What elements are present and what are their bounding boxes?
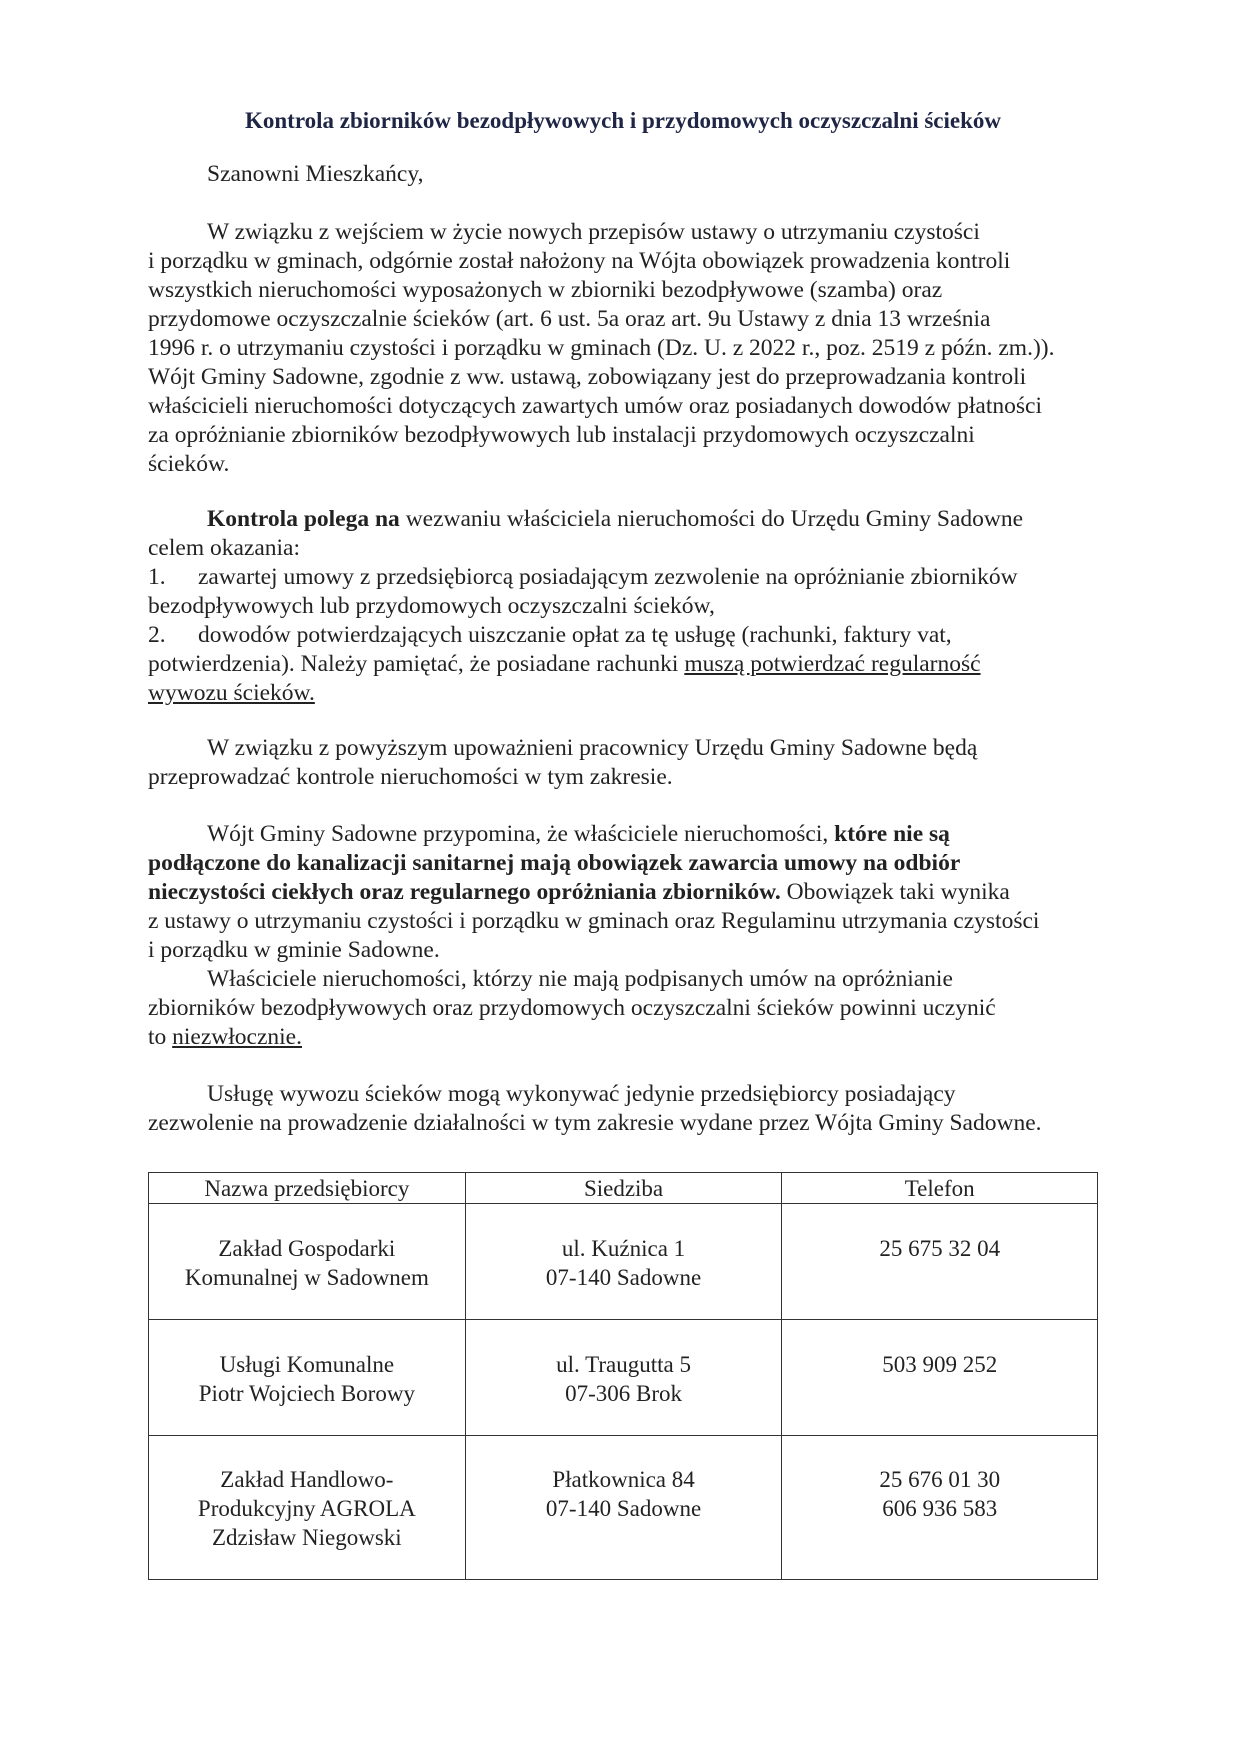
intro-line: przydomowe oczyszczalnie ścieków (art. 6 ust. 5a oraz art. 9u Ustawy z dnia 13 września — [148, 306, 991, 332]
intro-line: Wójt Gminy Sadowne, zgodnie z ww. ustawą, zobowiązany jest do przeprowadzania kontroli — [148, 364, 1027, 390]
intro-line: wszystkich nieruchomości wyposażonych w zbiorniki bezodpływowe (szamba) oraz — [148, 277, 943, 303]
paragraph-intro — [148, 218, 1098, 479]
services-line: zezwolenie na prowadzenie działalności w tym zakresie wydane przez Wójta Gminy Sadowne. — [148, 1110, 1042, 1136]
services-line: Usługę wywozu ścieków mogą wykonywać jedynie przedsiębiorcy posiadający — [207, 1081, 956, 1107]
paragraph-authorized — [148, 734, 1098, 792]
control-line: celem okazania: — [148, 535, 301, 561]
reminder-line: z ustawy o utrzymaniu czystości i porządku w gminach oraz Regulaminu utrzymania czystości — [148, 908, 1040, 934]
list-item-2-cont: potwierdzenia). Należy pamiętać, że posiadane rachunki muszą potwierdzać regularność — [148, 651, 981, 677]
authorized-line: przeprowadzać kontrole nieruchomości w tym zakresie. — [148, 764, 673, 790]
column-header-name: Nazwa przedsiębiorcy — [149, 1173, 466, 1204]
cell-name: Zakład Handlowo- Produkcyjny AGROLA Zdzisław Niegowski — [149, 1436, 466, 1580]
intro-line: W związku z wejściem w życie nowych przepisów ustawy o utrzymaniu czystości — [207, 219, 980, 245]
column-header-phone: Telefon — [782, 1173, 1098, 1204]
list-item-1-cont: bezodpływowych lub przydomowych oczyszczalni ścieków, — [148, 593, 715, 619]
cell-phone: 25 675 32 04 — [782, 1204, 1098, 1320]
reminder-line: i porządku w gminie Sadowne. — [148, 937, 440, 963]
intro-line: za opróżnianie zbiorników bezodpływowych lub instalacji przydomowych oczyszczalni — [148, 422, 975, 448]
cell-address: Płatkownica 84 07-140 Sadowne — [465, 1436, 782, 1580]
intro-line: 1996 r. o utrzymaniu czystości i porządku w gminach (Dz. U. z 2022 r., poz. 2519 z późn. zm.)). — [148, 335, 1055, 361]
cell-address: ul. Kuźnica 1 07-140 Sadowne — [465, 1204, 782, 1320]
authorized-line: W związku z powyższym upoważnieni pracownicy Urzędu Gminy Sadowne będą — [207, 735, 978, 761]
list-item-1: 1. zawartej umowy z przedsiębiorcą posiadającym zezwolenie na opróżnianie zbiorników — [148, 564, 1018, 590]
owners-line: to niezwłocznie. — [148, 1024, 302, 1050]
list-item-2: 2. dowodów potwierdzających uiszczanie opłat za tę usługę (rachunki, faktury vat, — [148, 622, 952, 648]
document-title: Kontrola zbiorników bezodpływowych i przydomowych oczyszczalni ścieków — [245, 108, 1001, 133]
control-bold-lead: Kontrola polega na — [207, 506, 400, 532]
paragraph-services — [148, 1080, 1098, 1138]
intro-line: właścicieli nieruchomości dotyczących zawartych umów oraz posiadanych dowodów płatności — [148, 393, 1042, 419]
intro-line: ścieków. — [148, 451, 230, 477]
table-header-row — [149, 1173, 1098, 1204]
column-header-address: Siedziba — [465, 1173, 782, 1204]
control-line: Kontrola polega na wezwaniu właściciela nieruchomości do Urzędu Gminy Sadowne — [207, 506, 1024, 532]
cell-address: ul. Traugutta 5 07-306 Brok — [465, 1320, 782, 1436]
list-item-2-cont: wywozu ścieków. — [148, 680, 315, 706]
cell-phone: 503 909 252 — [782, 1320, 1098, 1436]
owners-line: Właściciele nieruchomości, którzy nie mają podpisanych umów na opróżnianie — [207, 966, 953, 992]
table-row — [149, 1436, 1098, 1580]
reminder-line: Wójt Gminy Sadowne przypomina, że właściciele nieruchomości, które nie są — [207, 821, 950, 847]
paragraph-control — [148, 505, 1098, 708]
intro-line: i porządku w gminach, odgórnie został nałożony na Wójta obowiązek prowadzenia kontroli — [148, 248, 1011, 274]
reminder-line: podłączone do kanalizacji sanitarnej mają obowiązek zawarcia umowy na odbiór — [148, 850, 961, 876]
paragraph-reminder — [148, 820, 1098, 965]
contractors-table — [148, 1172, 1098, 1580]
table-row — [149, 1320, 1098, 1436]
paragraph-owners — [148, 965, 1098, 1052]
greeting: Szanowni Mieszkańcy, — [207, 161, 424, 187]
cell-phone: 25 676 01 30 606 936 583 — [782, 1436, 1098, 1580]
cell-name: Zakład Gospodarki Komunalnej w Sadownem — [149, 1204, 466, 1320]
owners-line: zbiorników bezodpływowych oraz przydomowych oczyszczalni ścieków powinni uczynić — [148, 995, 996, 1021]
table-row — [149, 1204, 1098, 1320]
reminder-line: nieczystości ciekłych oraz regularnego opróżniania zbiorników. Obowiązek taki wynika — [148, 879, 1010, 905]
cell-name: Usługi Komunalne Piotr Wojciech Borowy — [149, 1320, 466, 1436]
